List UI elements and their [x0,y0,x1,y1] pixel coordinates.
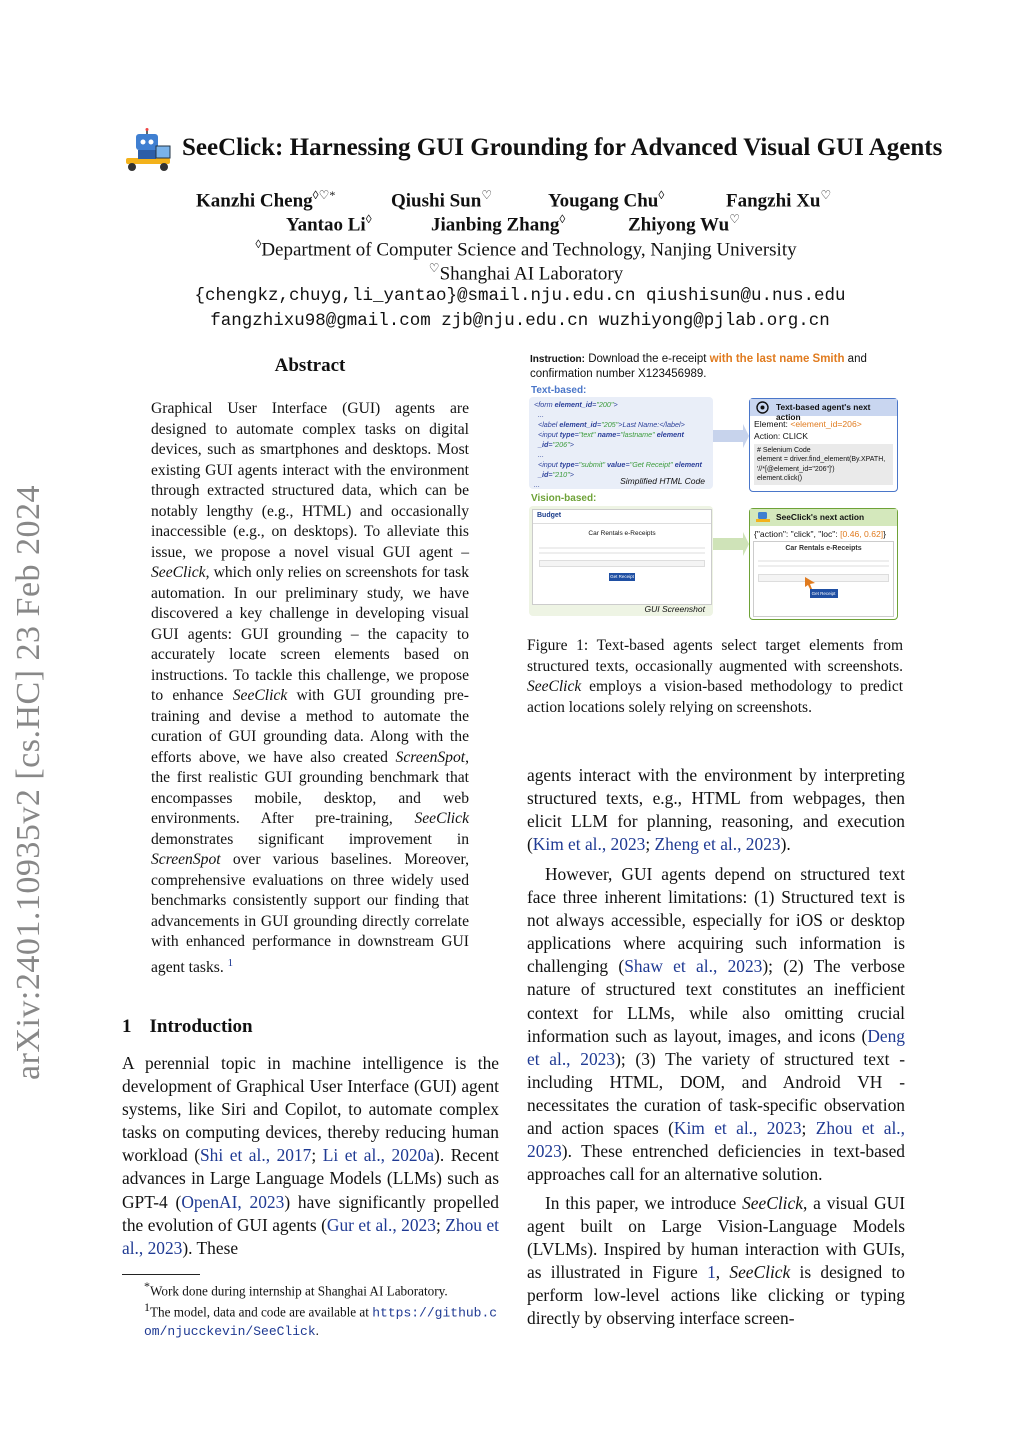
emails-line-1: {chengkz,chuyg,li_yantao}@smail.nju.edu.cn qiushisun@u.nus.edu [194,286,846,306]
gui-screenshot-box [529,506,713,616]
section-heading-introduction: 1 Introduction [122,1016,253,1037]
figure-1 [527,352,907,627]
footnote-2: 1The model, data and code are available at https://github.com/njucckevin/SeeClick. [144,1300,498,1339]
screenshot-input-row [539,560,705,567]
gui-screenshot [532,509,712,605]
right-paragraph-2 [527,863,905,1186]
screenshot-line [758,565,889,567]
text-run: ). [780,834,791,855]
text-run: ScreenSpot [395,748,466,766]
text-agent-header: Text-based agent's next action [750,399,897,416]
screenshot-get-receipt-button: Get Receipt [810,589,838,598]
intro-paragraph-1 [122,1052,499,1260]
openai-icon [756,401,769,414]
citation-link[interactable]: Deng et al., 2023 [527,1025,905,1069]
seeclick-header: SeeClick's next action [750,509,897,526]
author-name: Fangzhi Xu [726,190,821,212]
text-run: ); (2) The verbose nature of structured text constitutes an inefficient context for LLMs, while also omitting crucial information such as layout, images, and icons ( [527,956,905,1046]
text-run: ScreenSpot [151,851,221,868]
code-line: <input type="text" name="lastname" element [534,430,684,439]
code-line: _id="206"> [538,440,574,449]
text-run: A perennial topic in machine intelligence is the development of Graphical User Interface (GUI) agent systems, like Siri and Copilot, to automate complex tasks on computing devices, thereby reducing human workload ( [122,1053,499,1166]
citation-link[interactable]: Shaw et al., 2023 [624,956,763,977]
citation-link[interactable]: Zhou et al., 2023 [527,1118,906,1162]
author-name: Qiushi Sun [391,190,482,212]
text-agent-panel [749,398,898,492]
text-run: Graphical User Interface (GUI) agents are designed to automate complex tasks on digital devices, such as smartphones and desktops. Most existing GUI agents interact with the environment through extracted structured data, which can be notably lengthy (e.g., HTML) and occasionally inaccessible (e.g., on desktops). To alleviate this issue, we propose a novel visual GUI agent – [151,400,469,561]
text-run: is designed to perform low-level actions like clicking or typing directly by observing interface screen- [527,1262,905,1329]
author-name: Jianbing Zhang [431,214,560,236]
text-run: SeeClick [232,687,288,704]
emails-line-2: fangzhixu98@gmail.com zjb@nju.edu.cn wuzhiyong@pjlab.org.cn [210,311,830,331]
text-run: ). These entrenched deficiencies in text-based approaches call for an alternative solution. [527,1141,905,1185]
code-line: <form element_id="200"> [534,400,618,409]
citation-link[interactable]: Kim et al., 2023 [673,1118,802,1139]
citation-link[interactable]: OpenAI, 2023 [181,1191,285,1212]
selenium-code: # Selenium Code element = driver.find_element(By.XPATH, '//*[@element_id="206"]') element.click() [754,444,893,485]
text-based-label: Text-based: [531,385,587,396]
html-code-caption: Simplified HTML Code [620,476,705,486]
citation-link[interactable]: Gur et al., 2023 [326,1214,436,1235]
code-line: <label element_id="205">Last Name:</label> [534,420,685,429]
text-run: In this paper, we introduce [545,1193,743,1213]
citation-link[interactable]: Zhou et al., 2023 [122,1214,499,1258]
footnote-1: *Work done during internship at Shanghai AI Laboratory. [144,1279,448,1299]
text-agent-body [750,416,897,488]
screenshot-input-row [758,574,889,582]
figure-1-caption [527,636,903,718]
citation-link[interactable]: Shi et al., 2017 [200,1145,312,1166]
code-line: ... [534,480,540,489]
screenshot-title: Car Rentals e-Receipts [588,530,656,537]
screenshot-get-receipt-button: Get Receipt [610,574,634,579]
citation-link[interactable]: Zheng et al., 2023 [654,834,781,855]
code-line: ... [534,450,544,459]
seeclick-panel [749,508,898,620]
code-line: _id="210"> [538,470,574,479]
text-run: , which only relies on screenshots for task automation. In our preliminary study, we have discovered a key challenge in developing visual GUI agents: GUI grounding – the capacity to accurately locate screen elements based on instructions. To tackle this challenge, we propose to enhance [151,564,469,704]
cursor-icon [804,576,816,590]
text-run: , a visual GUI agent built on Large Vision-Language Models (LVLMs). Inspired by human interaction with GUIs, as illustrated in Figure [527,1193,906,1283]
right-paragraph-1 [527,764,905,856]
text-run: with GUI grounding pre-training and devise a method to automate the curation of GUI grounding data. Along with the efforts above, we have also created [151,687,469,766]
text-run: SeeClick [729,1262,791,1283]
affiliation-1: ◊Department of Computer Science and Technology, Nanjing University [255,237,797,261]
seeclick-icon [756,511,770,523]
text-run: SeeClick [151,564,206,581]
author-name: Yougang Chu [548,190,659,212]
text-run: over various baselines. Moreover, comprehensive evaluations on three widely used benchmarks consistently support our finding that advancements in GUI grounding directly correlate with enhanced performance in downstream GUI agent tasks. [151,851,469,976]
text-run: agents interact with the environment by interpreting structured texts, e.g., HTML from webpages, then elicit LLM for planning, reasoning, and execution ( [527,765,905,855]
text-run: ; [645,834,655,855]
text-run: ). These [182,1237,239,1258]
text-run: ). Recent advances in Large Language Models (LLMs) such as GPT-4 ( [122,1145,499,1212]
text-agent-element: Element: <element_id=206> [754,419,862,429]
budget-logo: Budget [537,512,562,519]
right-paragraph-3 [527,1192,905,1331]
robot-icon [122,128,174,172]
text-run: SeeClick [414,810,469,827]
html-code-box [529,397,713,489]
screenshot-line [758,560,889,562]
footnote-url-link[interactable]: https://github.com/njucckevin/SeeClick [144,1305,498,1339]
text-run: ; [435,1214,446,1235]
abstract-body [151,399,469,978]
text-run: SeeClick [527,678,582,696]
text-run: However, GUI agents depend on structured text face three inherent limitations: (1) Structured text is not always accessible, especially for iOS or desktop applications where acquiring such information is challenging ( [527,864,905,977]
seeclick-screenshot-title: Car Rentals e-Receipts [785,545,862,552]
text-run: ; [801,1118,816,1139]
citation-link[interactable]: Kim et al., 2023 [532,834,646,855]
text-run: , [715,1262,730,1283]
vision-based-label: Vision-based: [531,493,597,504]
code-line: <input type="submit" value="Get Receipt" element [534,460,702,469]
author-name: Zhiyong Wu [628,214,730,236]
screenshot-line [539,547,705,549]
seeclick-screenshot [753,541,894,617]
footnote-rule [122,1274,200,1275]
citation-link[interactable]: Li et al., 2020a [322,1145,435,1166]
screenshot-divider [533,523,711,524]
screenshot-line [539,552,705,554]
text-run: demonstrates significant improvement in [151,830,469,848]
figure-instruction: Instruction: Download the e-receipt with the last name Smith and confirmation number X123456989. [530,353,867,380]
text-agent-action: Action: CLICK [754,430,808,441]
abstract-heading: Abstract [274,355,346,376]
text-run: ) have significantly propelled the evolution of GUI agents ( [122,1191,499,1235]
text-run: Figure 1: Text-based agents select target elements from structured texts, occasionally augmented with screenshots. [527,637,903,675]
gui-screenshot-caption: GUI Screenshot [644,604,705,614]
seeclick-action: {"action": "click", "loc": [0.46, 0.62]} [754,529,887,539]
arxiv-side-stamp: arXiv:2401.10935v2 [cs.HC] 23 Feb 2024 [10,484,47,1080]
text-run: employs a vision-based methodology to predict action locations solely relying on screenshots. [527,678,903,716]
code-line: ... [534,410,544,419]
footnotes [122,1278,502,1340]
affiliation-2: ♡Shanghai AI Laboratory [428,261,624,285]
paper-title: SeeClick: Harnessing GUI Grounding for Advanced Visual GUI Agents [182,134,943,161]
text-run: SeeClick [742,1193,803,1213]
flow-arrows [713,410,749,570]
author-name: Kanzhi Cheng [196,190,313,212]
author-name: Yantao Li [286,214,366,236]
text-run: ); (3) The variety of structured text - including HTML, DOM, and Android VH - necessitates the curation of task-specific observation and action spaces ( [527,1048,906,1139]
text-run: ; [311,1145,323,1166]
citation-link[interactable]: 1 [227,956,234,969]
citation-link[interactable]: 1 [707,1262,716,1283]
text-run: , the first realistic GUI grounding benchmark that encompasses mobile, desktop, and web environments. After pre-training, [151,748,469,827]
